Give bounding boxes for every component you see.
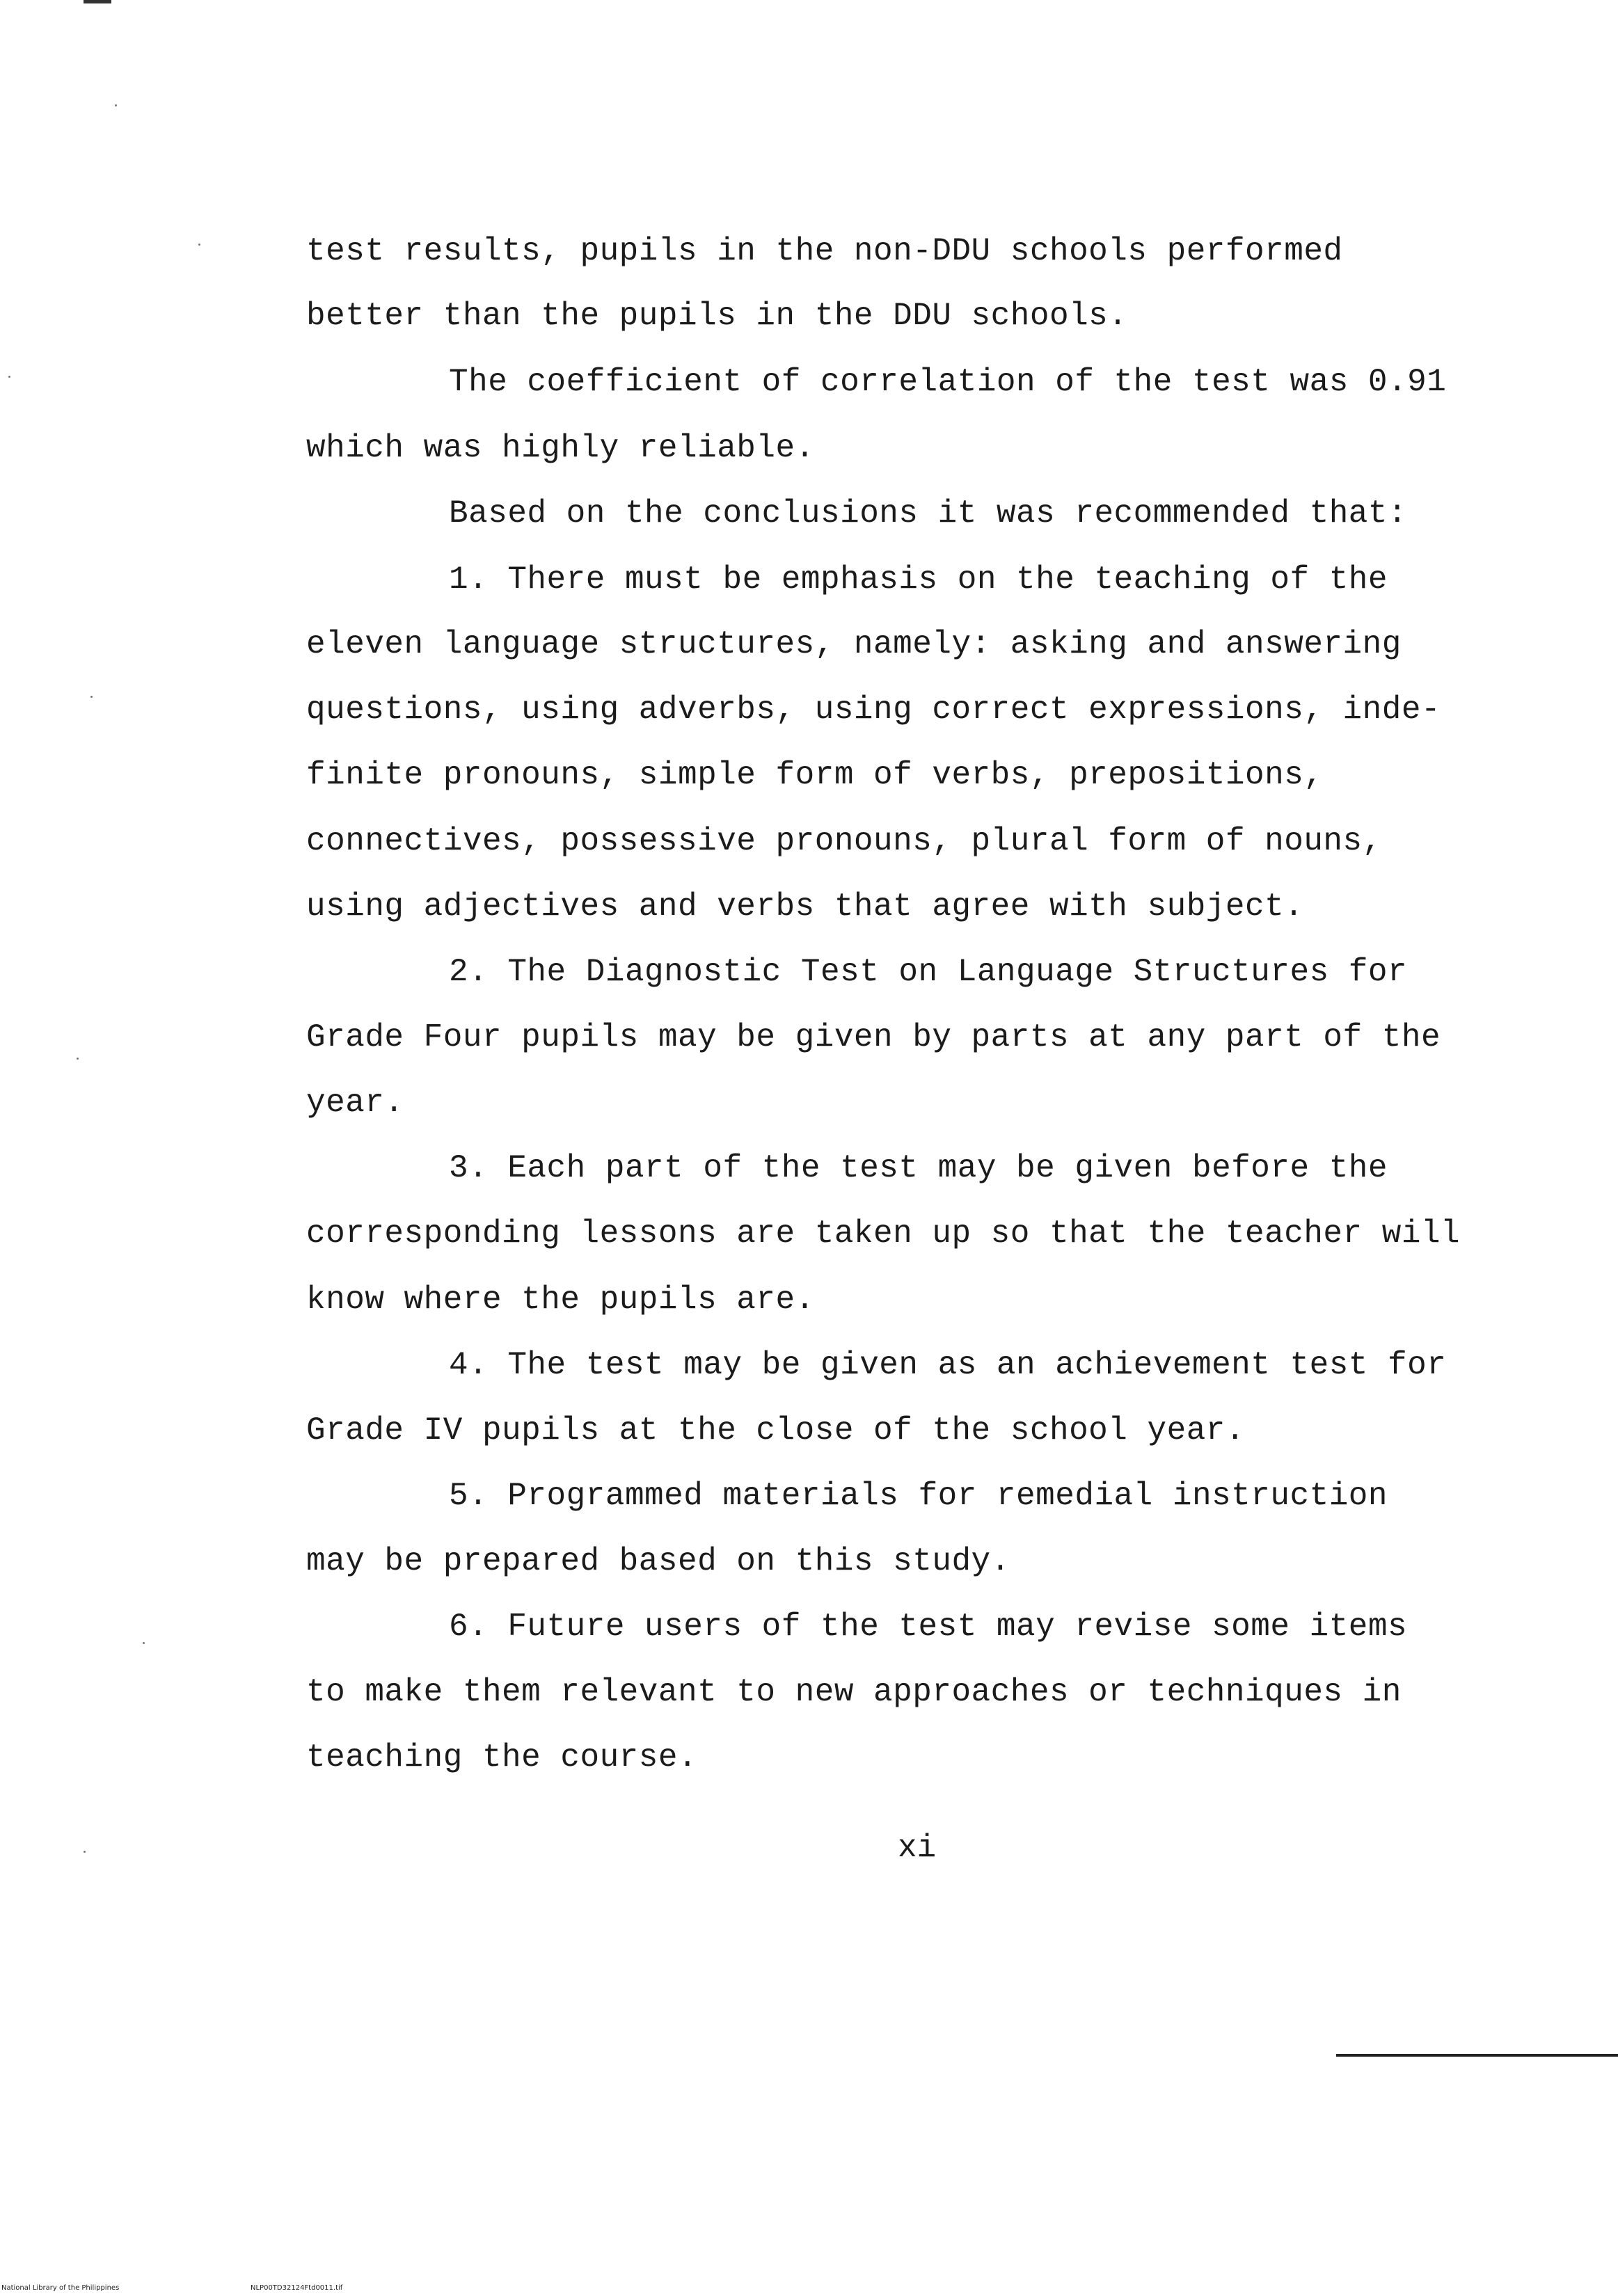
text-line: finite pronouns, simple form of verbs, prepositions, <box>306 757 1324 793</box>
text-line: know where the pupils are. <box>306 1282 815 1318</box>
bottom-rule <box>1336 2054 1618 2057</box>
text-line: teaching the course. <box>306 1739 698 1776</box>
footer-library: National Library of the Philippines <box>1 2284 120 2292</box>
text-line: Grade IV pupils at the close of the school year. <box>306 1412 1246 1449</box>
text-line: questions, using adverbs, using correct expressions, inde- <box>306 692 1441 728</box>
text-line: 3. Each part of the test may be given before the <box>449 1150 1388 1186</box>
text-line: 5. Programmed materials for remedial instruction <box>449 1478 1388 1514</box>
text-line: corresponding lessons are taken up so that the teacher will <box>306 1215 1461 1252</box>
margin-speck <box>84 1851 86 1853</box>
margin-speck <box>8 376 10 378</box>
margin-speck <box>198 244 200 246</box>
text-line: 2. The Diagnostic Test on Language Structures for <box>449 954 1408 990</box>
text-line: 1. There must be emphasis on the teaching of the <box>449 561 1388 598</box>
margin-speck <box>143 1642 145 1644</box>
text-line: using adjectives and verbs that agree with subject. <box>306 888 1304 925</box>
text-line: connectives, possessive pronouns, plural form of nouns, <box>306 823 1382 859</box>
text-line: Grade Four pupils may be given by parts at any part of the <box>306 1019 1441 1055</box>
margin-speck <box>77 1058 79 1060</box>
text-line: Based on the conclusions it was recommended that: <box>449 495 1408 532</box>
text-line: 6. Future users of the test may revise some items <box>449 1609 1408 1645</box>
margin-speck <box>115 104 117 106</box>
text-line: test results, pupils in the non-DDU schools performed <box>306 233 1343 269</box>
text-line: better than the pupils in the DDU schools. <box>306 298 1128 334</box>
text-line: eleven language structures, namely: asking and answering <box>306 626 1402 662</box>
text-line: 4. The test may be given as an achievement test for <box>449 1347 1447 1383</box>
margin-speck <box>90 696 93 698</box>
text-line: may be prepared based on this study. <box>306 1543 1010 1579</box>
text-line: year. <box>306 1085 404 1121</box>
text-line: The coefficient of correlation of the test was 0.91 <box>449 364 1447 400</box>
page-number: xi <box>898 1830 937 1866</box>
scan-corner-mark <box>84 0 111 3</box>
text-line: to make them relevant to new approaches or techniques in <box>306 1674 1402 1710</box>
text-line: which was highly reliable. <box>306 430 815 466</box>
footer-filename: NLP00TD32124Ftd0011.tif <box>251 2284 343 2292</box>
